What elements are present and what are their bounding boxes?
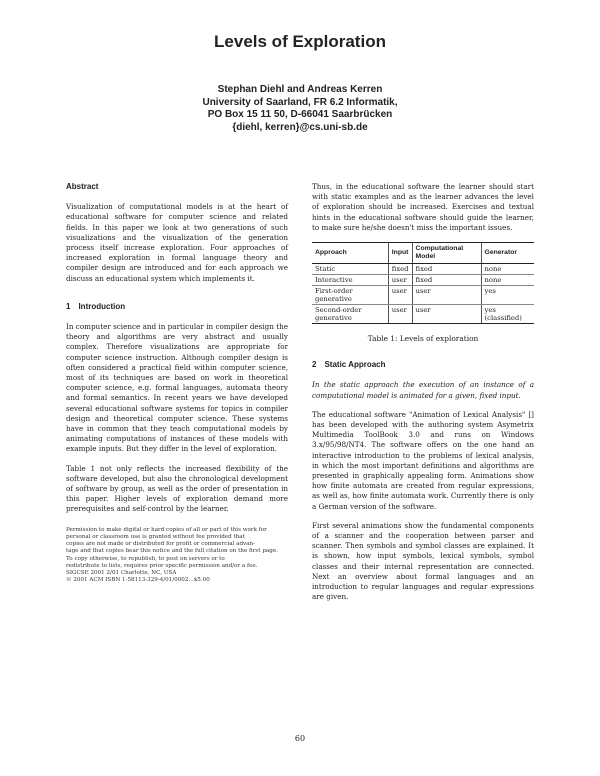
footnote-line: redistribute to lists, requires prior specific permission and/or a fee. — [66, 562, 258, 569]
table-cell: fixed — [388, 264, 412, 275]
author-affiliation: University of Saarland, FR 6.2 Informatik, — [202, 96, 398, 108]
table-caption: Table 1: Levels of exploration — [367, 334, 479, 344]
section-2-heading — [312, 360, 534, 370]
footnote-line: SIGCSE 2001 2/01 Charlotte, NC, USA — [66, 569, 177, 576]
footnote-line: To copy otherwise, to republish, to post on servers or to — [66, 555, 225, 562]
table-cell: Second-order generative — [312, 305, 388, 324]
section-1-number: 1 — [66, 301, 71, 311]
section-1-heading — [66, 302, 288, 312]
table-cell: fixed — [412, 275, 481, 286]
right-column — [312, 182, 534, 611]
left-column — [66, 182, 288, 584]
table-row — [312, 264, 534, 275]
table-cell: none — [481, 275, 534, 286]
author-names: Stephan Diehl and Andreas Kerren — [217, 84, 383, 95]
copyright-footnote — [66, 527, 288, 585]
author-block — [0, 84, 600, 134]
table-cell: user — [412, 305, 481, 324]
static-paragraph-2: First several animations show the fundamental components of a scanner and the cooperation between parser and scanner. Then symbols and symbol classes are explained. It is shown, how input symbols, lexical symbols, symbol classes and their internal representation are connected. Next an overview about formal languages and an introduction to regular languages and regular expressions are given. — [312, 520, 534, 602]
right-intro-paragraph: Thus, in the educational software the learner should start with static examples and as the learner advances the level of exploration should be increased. Exercises and textual hints in the educational software should guide the learner, to make sure he/she doesn't miss the important issues. — [312, 182, 534, 232]
intro-paragraph-1: In computer science and in particular in compiler design the theory and algorithms are very abstract and usually complex. Therefore visualizations are appropriate for computer science instruction. Although compiler design is often considered a practical field within computer science, most of its techniques are based on work in theoretical computer science, e.g. formal languages, automata theory and formal semantics. In recent years we have developed several educational software systems for topics in compiler design and theoretical computer science. These systems have in common that they teach computational models by animating computations of instances of these models with example inputs. But they differ in the level of exploration. — [66, 322, 288, 454]
abstract-heading: Abstract — [66, 182, 99, 191]
table-cell: user — [412, 286, 481, 305]
footnote-line: © 2001 ACM ISBN 1-58113-329-4/01/0002...$5.00 — [66, 577, 210, 584]
table-row — [312, 305, 534, 324]
table-header-cell: Input — [388, 243, 412, 264]
table-cell: yes — [481, 286, 534, 305]
table-cell: Interactive — [312, 275, 388, 286]
table-cell: user — [388, 305, 412, 324]
table-cell: none — [481, 264, 534, 275]
table-cell: Static — [312, 264, 388, 275]
table-header-cell: Generator — [481, 243, 534, 264]
section-1-title: Introduction — [78, 301, 126, 311]
table-row — [312, 275, 534, 286]
table-cell: user — [388, 275, 412, 286]
static-paragraph-1: The educational software "Animation of Lexical Analysis" [] has been developed with the authoring system Asymetrix Multimedia ToolBook 3.0 and runs on Windows 3.x/95/98/NT4. The software offers on the one hand an interactive introduction to the problems of lexical analysis, in which the most important definitions and algorithms are presented in graphically appealing form. Animations show how finite automata are created from regular expressions, as well as, how finite automata work. Currently there is only a German version of the software. — [312, 409, 534, 511]
table-cell: fixed — [412, 264, 481, 275]
section-2-number: 2 — [312, 360, 317, 370]
intro-paragraph-2: Table 1 not only reflects the increased flexibility of the software developed, but also the chronological development of software by group, as well as the order of presentation in this paper. Higher levels of exploration demand more prerequisites and self-control by the learner. — [66, 463, 288, 514]
table-header-cell: Approach — [312, 243, 388, 264]
abstract-text: Visualization of computational models is at the heart of educational software for computer science and related fields. In this paper we look at two generations of such visualizations and the visualization of the generation process itself increase exploration. Four approaches of increased exploration in formal language theory and compiler design are introduced and for each approach we discuss an educational system which implements it. — [66, 202, 288, 283]
page-number: 60 — [294, 734, 306, 743]
static-lead-paragraph: In the static approach the execution of an instance of a computational model is animated for a given, fixed input. — [312, 380, 534, 400]
table-header-cell: Computational Model — [412, 243, 481, 264]
author-address: PO Box 15 11 50, D-66041 Saarbrücken — [207, 109, 393, 120]
footnote-line: copies are not made or distributed for profit or commercial advan- — [66, 541, 256, 548]
table-row — [312, 286, 534, 305]
footnote-line: tage and that copies bear this notice and the full citation on the first page. — [66, 548, 278, 555]
levels-table — [312, 242, 534, 324]
author-email: {diehl, kerren}@cs.uni-sb.de — [232, 121, 368, 133]
footnote-line: Permission to make digital or hard copies of all or part of this work for — [66, 526, 267, 533]
section-2-title: Static Approach — [324, 360, 386, 370]
table-cell: user — [388, 286, 412, 305]
table-cell: yes (classified) — [481, 305, 534, 324]
paper-title: Levels of Exploration — [214, 32, 386, 51]
table-cell: First-order generative — [312, 286, 388, 305]
footnote-line: personal or classroom use is granted without fee provided that — [66, 533, 245, 540]
table-header-row — [312, 243, 534, 264]
